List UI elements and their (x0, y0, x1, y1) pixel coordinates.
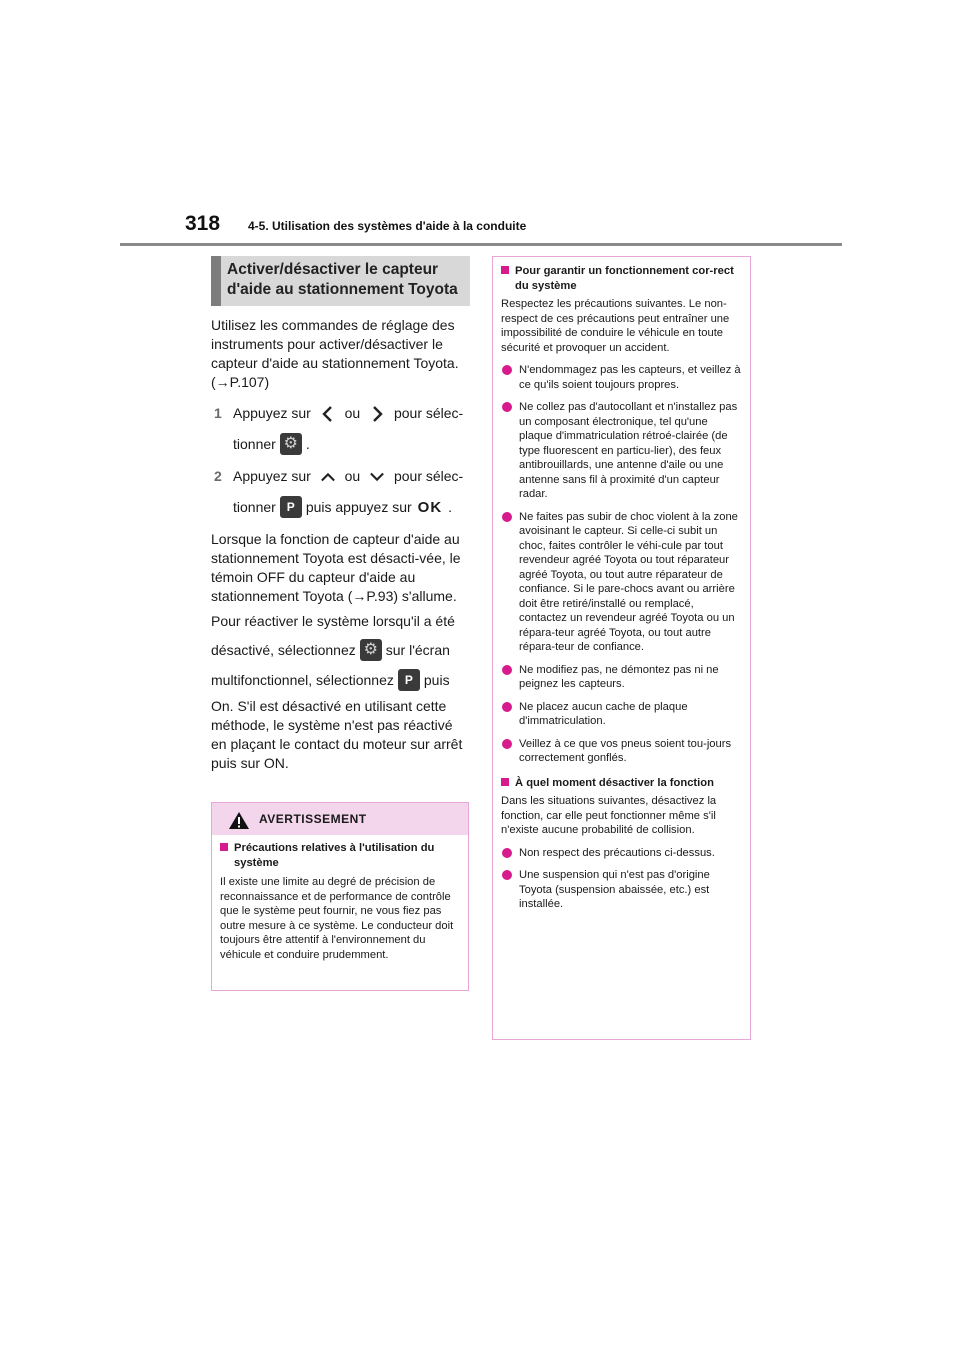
list-item-text: Ne modifiez pas, ne démontez pas ni ne peignez les capteurs. (519, 663, 719, 690)
step-text: tionner (233, 498, 276, 515)
disable-heading (501, 776, 742, 791)
list-item-text: Ne placez aucun cache de plaque d'immatriculation. (519, 700, 688, 727)
bullet-dot-icon (502, 365, 512, 375)
chevron-down-icon (370, 469, 384, 485)
gear-icon: ⚙ (280, 433, 302, 455)
list-item-text: Veillez à ce que vos pneus soient tou-jours correctement gonflés. (519, 737, 732, 764)
step-number: 2 (214, 468, 222, 484)
bullet-dot-icon (502, 702, 512, 712)
step-text: puis appuyez sur (305, 498, 412, 515)
bullet-dot-icon (502, 848, 512, 858)
warning-text: Il existe une limite au degré de précision de reconnaissance et de performance de contrôle que le système peut fournir, ne vous fiez pas outre mesure à ce système. Le conducteur doit toujours être attentif à l'environnement du véhicule et conduire prudemment. (220, 876, 454, 961)
list-item (501, 400, 742, 502)
gear-icon: ⚙ (360, 639, 382, 661)
bullet-dot-icon (502, 512, 512, 522)
section-title-line1: Activer/désactiver le capteur (227, 261, 439, 278)
warning-box (211, 802, 469, 991)
step-text: Appuyez sur (233, 405, 311, 421)
step-or: ou (344, 405, 361, 421)
reactivate-line: Pour réactiver le système lorsqu'il a été (211, 613, 455, 629)
step-1-line1 (233, 404, 470, 423)
list-item-text: N'endommagez pas les capteurs, et veillez à ce qu'ils soient toujours propres. (519, 364, 741, 391)
list-item-text: Une suspension qui n'est pas d'origine Toyota (suspension abaissée, etc.) est installée. (519, 869, 710, 910)
step-text: tionner (233, 435, 276, 452)
page-header (0, 0, 960, 250)
chapter-title: 4-5. Utilisation des systèmes d'aide à la conduite (248, 219, 527, 233)
step-or: ou (344, 468, 361, 484)
precautions-heading (501, 264, 742, 293)
reactivate-text: sur l'écran (385, 641, 450, 658)
left-column (211, 256, 470, 773)
parking-sensor-icon: P (280, 496, 302, 518)
off-indicator-paragraph: Lorsque la fonction de capteur d'aide au stationnement Toyota est désacti-vée, le témoin OFF du capteur d'aide au stationnement Toyota (→P.93) s'allume. (211, 531, 461, 604)
step-2 (211, 467, 470, 518)
intro-paragraph: Utilisez les commandes de réglage des instruments pour activer/désactiver le capteur d'aide au stationnement Toyota. (→P.107) (211, 317, 459, 390)
disable-intro: Dans les situations suivantes, désactivez la fonction, car elle peut fonctionner même s'il n'existe aucune probabilité de collision. (501, 795, 717, 836)
disable-heading-text: À quel moment désactiver la fonction (515, 776, 714, 789)
reactivate-text: multifonctionnel, sélectionnez (211, 671, 394, 688)
bullet-dot-icon (502, 665, 512, 675)
warning-title: AVERTISSEMENT (259, 812, 367, 826)
reactivate-text: puis (423, 671, 450, 688)
step-text: . (305, 435, 310, 452)
body-text (211, 316, 470, 773)
square-bullet-icon (220, 843, 228, 851)
precautions-heading-text: Pour garantir un fonctionnement cor-rect du système (515, 265, 734, 292)
list-item-text: Ne collez pas d'autocollant et n'installez pas un composant électronique, tel qu'une plaque d'immatriculation rétroé-clairée (de type fluorescent en particu-lier), des feux antibrouillards, une antenne d'aile ou une antenne sans fil à proximité d'un capteur radar. (519, 401, 738, 500)
precautions-intro: Respectez les précautions suivantes. Le non-respect de ces précautions peut entraîner une impossibilité de conduire le véhicule en toute sécurité et provoquer un accident. (501, 298, 730, 354)
list-item (501, 846, 742, 861)
step-number: 1 (214, 405, 222, 421)
list-item (501, 868, 742, 912)
reactivate-paragraph (211, 612, 470, 773)
step-text: . (448, 498, 453, 515)
page-number: 318 (185, 212, 221, 235)
list-item (501, 363, 742, 392)
chevron-left-icon (321, 406, 335, 422)
parking-sensor-icon: P (398, 669, 420, 691)
reactivate-line (211, 639, 470, 661)
list-item-text: Ne faites pas subir de choc violent à la zone avoisinant le capteur. Si celle-ci subit un choc, faites contrôler le véhi-cule par tout revendeur agréé Toyota ou tout réparateur agréé Toyota, ou tout autre réparateur de confiance. Si le pare-chocs avant ou arrière doit être retiré/installé ou remplacé, contactez un revendeur agréé Toyota ou un répara-teur agréé Toyota, ou tout autre répara-teur de confiance. (519, 510, 738, 653)
list-item-text: Non respect des précautions ci-dessus. (519, 846, 715, 859)
warning-header (212, 803, 468, 835)
square-bullet-icon (501, 778, 509, 786)
list-item (501, 700, 742, 729)
warning-heading-text: Précautions relatives à l'utilisation du système (234, 842, 435, 869)
step-text: Appuyez sur (233, 468, 311, 484)
warning-body (212, 835, 468, 962)
list-item (501, 663, 742, 692)
precautions-box (492, 256, 751, 1040)
reactivate-rest: On. S'il est désactivé en utilisant cette méthode, le système n'est pas réactivé en plaçant le contact du moteur sur arrêt puis sur ON. (211, 698, 463, 771)
chevron-right-icon (370, 406, 384, 422)
square-bullet-icon (501, 266, 509, 274)
step-1 (211, 404, 470, 455)
section-title (211, 256, 470, 306)
header-divider (120, 243, 842, 246)
bullet-dot-icon (502, 402, 512, 412)
ok-button-glyph: OK (417, 498, 443, 516)
reactivate-text: désactivé, sélectionnez (211, 641, 356, 658)
step-text: pour sélec- (393, 405, 464, 421)
bullet-dot-icon (502, 739, 512, 749)
step-1-line2 (233, 433, 470, 455)
step-text: pour sélec- (393, 468, 464, 484)
step-2-line2 (233, 496, 470, 518)
chevron-up-icon (321, 469, 335, 485)
reactivate-line (211, 669, 470, 691)
bullet-dot-icon (502, 870, 512, 880)
list-item (501, 510, 742, 655)
warning-heading (220, 841, 460, 870)
warning-triangle-icon (228, 811, 250, 830)
list-item (501, 737, 742, 766)
step-2-line1 (233, 467, 470, 486)
section-title-line2: d'aide au stationnement Toyota (227, 281, 458, 298)
